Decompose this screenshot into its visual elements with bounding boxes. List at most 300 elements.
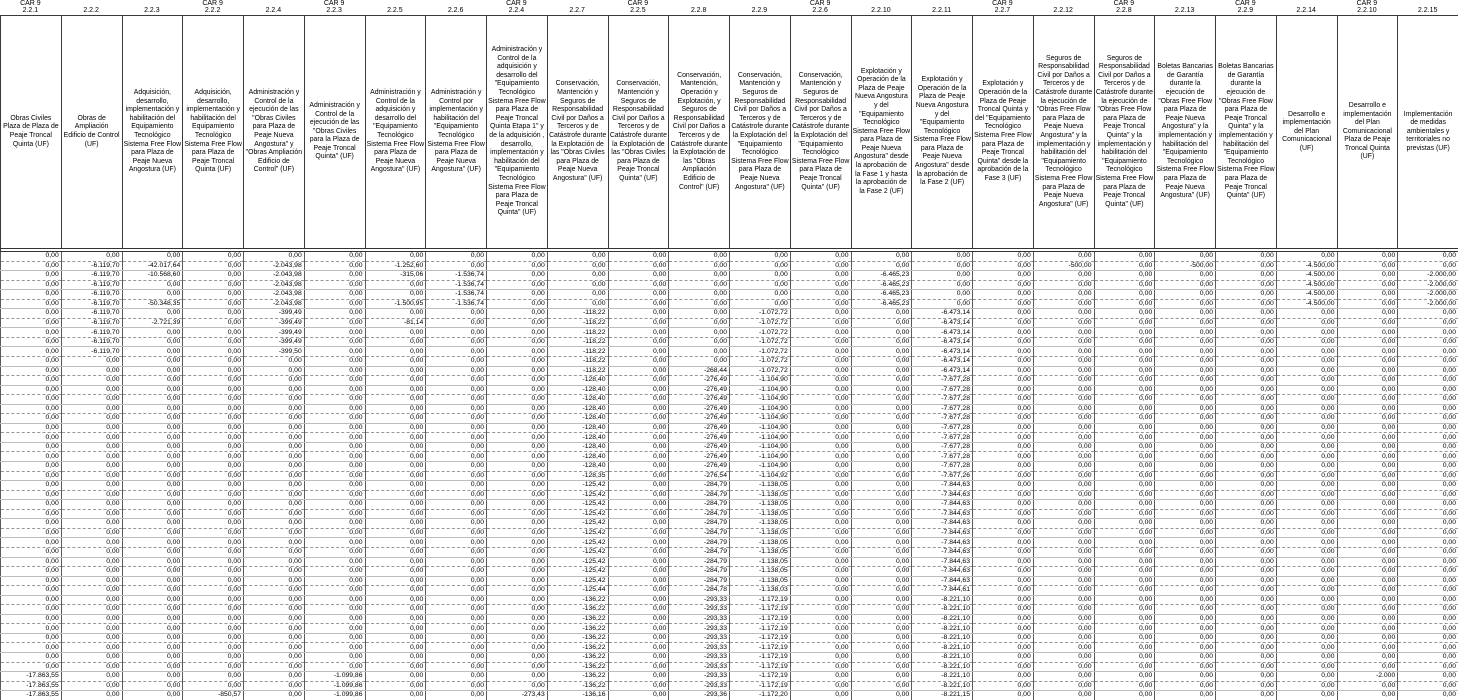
- cell[interactable]: -7.677,28: [912, 414, 973, 424]
- cell[interactable]: 0,00: [487, 290, 548, 300]
- cell[interactable]: 0,00: [730, 299, 791, 309]
- cell[interactable]: 0,00: [790, 624, 851, 634]
- cell[interactable]: 0,00: [426, 318, 487, 328]
- cell[interactable]: -8.221,10: [912, 624, 973, 634]
- cell[interactable]: 0,00: [1033, 586, 1094, 596]
- cell[interactable]: 0,00: [426, 567, 487, 577]
- cell[interactable]: 0,00: [487, 347, 548, 357]
- cell[interactable]: 0,00: [1, 404, 62, 414]
- cell[interactable]: 0,00: [1, 586, 62, 596]
- cell[interactable]: 0,00: [304, 652, 365, 662]
- cell[interactable]: 0,00: [304, 490, 365, 500]
- cell[interactable]: 0,00: [1033, 519, 1094, 529]
- cell[interactable]: 0,00: [1, 576, 62, 586]
- cell[interactable]: 0,00: [1155, 471, 1216, 481]
- cell[interactable]: 0,00: [608, 643, 669, 653]
- cell[interactable]: -136,22: [547, 595, 608, 605]
- cell[interactable]: 0,00: [61, 490, 122, 500]
- cell[interactable]: 0,00: [122, 481, 183, 491]
- cell[interactable]: 0,00: [304, 442, 365, 452]
- cell[interactable]: 0,00: [426, 404, 487, 414]
- cell[interactable]: 0,00: [61, 471, 122, 481]
- cell[interactable]: 0,00: [1094, 328, 1155, 338]
- cell[interactable]: 0,00: [790, 567, 851, 577]
- cell[interactable]: 0,00: [365, 586, 426, 596]
- cell[interactable]: 0,00: [1, 500, 62, 510]
- cell[interactable]: 0,00: [1337, 290, 1398, 300]
- cell[interactable]: 0,00: [608, 509, 669, 519]
- cell[interactable]: 0,00: [1033, 567, 1094, 577]
- cell[interactable]: 0,00: [487, 433, 548, 443]
- cell[interactable]: -8.221,10: [912, 595, 973, 605]
- cell[interactable]: 0,00: [183, 290, 244, 300]
- cell[interactable]: 0,00: [1094, 433, 1155, 443]
- cell[interactable]: 0,00: [426, 662, 487, 672]
- cell[interactable]: -118,22: [547, 347, 608, 357]
- cell[interactable]: -1.138,03: [730, 586, 791, 596]
- cell[interactable]: 0,00: [1, 547, 62, 557]
- cell[interactable]: 0,00: [61, 500, 122, 510]
- cell[interactable]: 0,00: [973, 366, 1034, 376]
- cell[interactable]: 0,00: [61, 643, 122, 653]
- cell[interactable]: 0,00: [608, 672, 669, 682]
- cell[interactable]: 0,00: [912, 280, 973, 290]
- cell[interactable]: 0,00: [790, 462, 851, 472]
- cell[interactable]: 0,00: [183, 557, 244, 567]
- cell[interactable]: 0,00: [608, 404, 669, 414]
- cell[interactable]: 0,00: [1033, 672, 1094, 682]
- cell[interactable]: 0,00: [1033, 414, 1094, 424]
- cell[interactable]: -8.221,15: [912, 691, 973, 700]
- cell[interactable]: 0,00: [487, 557, 548, 567]
- cell[interactable]: 0,00: [426, 395, 487, 405]
- cell[interactable]: 0,00: [608, 547, 669, 557]
- cell[interactable]: 0,00: [1398, 605, 1458, 615]
- cell[interactable]: 0,00: [608, 376, 669, 386]
- cell[interactable]: 0,00: [122, 624, 183, 634]
- cell[interactable]: 0,00: [183, 624, 244, 634]
- cell[interactable]: 0,00: [973, 318, 1034, 328]
- cell[interactable]: -276,49: [669, 385, 730, 395]
- cell[interactable]: 0,00: [1337, 567, 1398, 577]
- cell[interactable]: 0,00: [304, 357, 365, 367]
- cell[interactable]: 0,00: [851, 528, 912, 538]
- cell[interactable]: 0,00: [1276, 586, 1337, 596]
- cell[interactable]: 0,00: [365, 681, 426, 691]
- cell[interactable]: 0,00: [608, 500, 669, 510]
- cell[interactable]: -276,49: [669, 462, 730, 472]
- cell[interactable]: -399,49: [244, 318, 305, 328]
- cell[interactable]: 0,00: [183, 605, 244, 615]
- cell[interactable]: 0,00: [1276, 414, 1337, 424]
- cell[interactable]: 0,00: [1033, 442, 1094, 452]
- cell[interactable]: 0,00: [1276, 614, 1337, 624]
- column-code[interactable]: [182, 0, 243, 15]
- cell[interactable]: -81,14: [365, 318, 426, 328]
- cell[interactable]: 0,00: [1216, 490, 1277, 500]
- column-code[interactable]: [729, 0, 790, 15]
- cell[interactable]: -276,49: [669, 433, 730, 443]
- cell[interactable]: 0,00: [1276, 528, 1337, 538]
- cell[interactable]: 0,00: [1216, 423, 1277, 433]
- cell[interactable]: 0,00: [1337, 452, 1398, 462]
- cell[interactable]: 0,00: [1, 290, 62, 300]
- cell[interactable]: 0,00: [608, 652, 669, 662]
- cell[interactable]: 0,00: [244, 662, 305, 672]
- cell[interactable]: 0,00: [1398, 433, 1458, 443]
- cell[interactable]: -125,42: [547, 557, 608, 567]
- cell[interactable]: 0,00: [1094, 261, 1155, 271]
- cell[interactable]: -1.072,72: [730, 318, 791, 328]
- cell[interactable]: 0,00: [487, 681, 548, 691]
- cell[interactable]: 0,00: [122, 471, 183, 481]
- cell[interactable]: 0,00: [1033, 633, 1094, 643]
- cell[interactable]: -136,22: [547, 614, 608, 624]
- cell[interactable]: 0,00: [1337, 605, 1398, 615]
- cell[interactable]: 0,00: [851, 547, 912, 557]
- cell[interactable]: 0,00: [122, 500, 183, 510]
- cell[interactable]: 0,00: [1337, 633, 1398, 643]
- cell[interactable]: 0,00: [973, 538, 1034, 548]
- cell[interactable]: 0,00: [487, 481, 548, 491]
- cell[interactable]: 0,00: [426, 490, 487, 500]
- cell[interactable]: -1.172,19: [730, 605, 791, 615]
- cell[interactable]: 0,00: [1033, 299, 1094, 309]
- cell[interactable]: 0,00: [365, 414, 426, 424]
- cell[interactable]: 0,00: [365, 404, 426, 414]
- cell[interactable]: 0,00: [973, 595, 1034, 605]
- cell[interactable]: 0,00: [1155, 357, 1216, 367]
- cell[interactable]: -6.119,70: [61, 337, 122, 347]
- cell[interactable]: 0,00: [608, 605, 669, 615]
- cell[interactable]: 0,00: [1033, 280, 1094, 290]
- cell[interactable]: 0,00: [487, 633, 548, 643]
- cell[interactable]: 0,00: [304, 318, 365, 328]
- cell[interactable]: -1.099,86: [304, 681, 365, 691]
- cell[interactable]: 0,00: [1276, 557, 1337, 567]
- cell[interactable]: -128,40: [547, 423, 608, 433]
- cell[interactable]: 0,00: [304, 395, 365, 405]
- cell[interactable]: -6.473,14: [912, 318, 973, 328]
- cell[interactable]: 0,00: [1398, 414, 1458, 424]
- cell[interactable]: -1.536,74: [426, 280, 487, 290]
- cell[interactable]: 0,00: [1, 462, 62, 472]
- cell[interactable]: 0,00: [1094, 586, 1155, 596]
- cell[interactable]: 0,00: [1398, 528, 1458, 538]
- cell[interactable]: 0,00: [1276, 481, 1337, 491]
- cell[interactable]: 0,00: [1398, 481, 1458, 491]
- cell[interactable]: -7.677,28: [912, 385, 973, 395]
- cell[interactable]: 0,00: [1276, 652, 1337, 662]
- cell[interactable]: 0,00: [973, 328, 1034, 338]
- cell[interactable]: 0,00: [244, 376, 305, 386]
- cell[interactable]: 0,00: [973, 290, 1034, 300]
- cell[interactable]: 0,00: [304, 528, 365, 538]
- cell[interactable]: -2.000,00: [1398, 271, 1458, 281]
- cell[interactable]: 0,00: [61, 624, 122, 634]
- cell[interactable]: 0,00: [608, 557, 669, 567]
- cell[interactable]: 0,00: [122, 557, 183, 567]
- cell[interactable]: 0,00: [669, 318, 730, 328]
- column-header[interactable]: Explotación y Operación de la Plaza de Peaje Troncal Quinta y del "Equipamiento Tecnológico Sistema Free Flow para Plaza de Peaje Troncal Quinta" desde la aprobación de la Fase 3 (UF): [973, 16, 1034, 249]
- cell[interactable]: 0,00: [183, 423, 244, 433]
- column-code[interactable]: [0, 0, 61, 15]
- cell[interactable]: 0,00: [122, 385, 183, 395]
- cell[interactable]: -6.473,14: [912, 328, 973, 338]
- cell[interactable]: 0,00: [851, 500, 912, 510]
- cell[interactable]: -118,22: [547, 357, 608, 367]
- cell[interactable]: 0,00: [1216, 614, 1277, 624]
- cell[interactable]: 0,00: [1155, 395, 1216, 405]
- cell[interactable]: 0,00: [851, 385, 912, 395]
- cell[interactable]: 0,00: [1337, 538, 1398, 548]
- cell[interactable]: 0,00: [1337, 442, 1398, 452]
- cell[interactable]: 0,00: [1398, 452, 1458, 462]
- cell[interactable]: 0,00: [1398, 404, 1458, 414]
- column-header[interactable]: Boletas Bancarias de Garantía durante la ejecución de "Obras Free Flow para Plaza de Peaje Troncal Quinta" y la implementación y habilitación del "Equipamiento Tecnológico Sistema Free Flow para Plaza de Peaje Troncal Quinta" (UF): [1216, 16, 1277, 249]
- cell[interactable]: 0,00: [608, 299, 669, 309]
- cell[interactable]: 0,00: [426, 605, 487, 615]
- cell[interactable]: 0,00: [122, 452, 183, 462]
- cell[interactable]: 0,00: [304, 328, 365, 338]
- cell[interactable]: 0,00: [122, 605, 183, 615]
- cell[interactable]: -276,49: [669, 423, 730, 433]
- cell[interactable]: -1.104,90: [730, 462, 791, 472]
- cell[interactable]: 0,00: [183, 481, 244, 491]
- column-header[interactable]: Obras Civiles Plaza de Plaza de Peaje Troncal Quinta (UF): [1, 16, 62, 249]
- cell[interactable]: 0,00: [608, 452, 669, 462]
- cell[interactable]: 0,00: [183, 271, 244, 281]
- cell[interactable]: 0,00: [365, 605, 426, 615]
- cell[interactable]: 0,00: [244, 442, 305, 452]
- cell[interactable]: 0,00: [851, 538, 912, 548]
- cell[interactable]: 0,00: [1337, 337, 1398, 347]
- cell[interactable]: 0,00: [122, 652, 183, 662]
- cell[interactable]: 0,00: [1155, 567, 1216, 577]
- cell[interactable]: 0,00: [304, 595, 365, 605]
- cell[interactable]: -1.172,19: [730, 643, 791, 653]
- cell[interactable]: 0,00: [1, 299, 62, 309]
- cell[interactable]: -125,42: [547, 509, 608, 519]
- cell[interactable]: 0,00: [487, 414, 548, 424]
- cell[interactable]: -6.465,23: [851, 290, 912, 300]
- cell[interactable]: 0,00: [790, 433, 851, 443]
- cell[interactable]: 0,00: [426, 442, 487, 452]
- cell[interactable]: 0,00: [1155, 633, 1216, 643]
- cell[interactable]: 0,00: [1216, 290, 1277, 300]
- cell[interactable]: 0,00: [1155, 576, 1216, 586]
- cell[interactable]: 0,00: [304, 252, 365, 262]
- cell[interactable]: 0,00: [1094, 528, 1155, 538]
- cell[interactable]: 0,00: [122, 414, 183, 424]
- cell[interactable]: 0,00: [1337, 500, 1398, 510]
- cell[interactable]: 0,00: [365, 442, 426, 452]
- cell[interactable]: 0,00: [487, 519, 548, 529]
- cell[interactable]: 0,00: [851, 633, 912, 643]
- cell[interactable]: 0,00: [1033, 605, 1094, 615]
- cell[interactable]: -125,42: [547, 538, 608, 548]
- cell[interactable]: 0,00: [1337, 376, 1398, 386]
- cell[interactable]: 0,00: [1033, 691, 1094, 700]
- cell[interactable]: 0,00: [669, 347, 730, 357]
- cell[interactable]: 0,00: [183, 442, 244, 452]
- cell[interactable]: -6.473,14: [912, 347, 973, 357]
- cell[interactable]: 0,00: [1216, 261, 1277, 271]
- cell[interactable]: 0,00: [304, 337, 365, 347]
- cell[interactable]: 0,00: [304, 271, 365, 281]
- cell[interactable]: 0,00: [1337, 366, 1398, 376]
- cell[interactable]: 0,00: [669, 271, 730, 281]
- cell[interactable]: 0,00: [304, 614, 365, 624]
- cell[interactable]: 0,00: [183, 652, 244, 662]
- cell[interactable]: 0,00: [1033, 557, 1094, 567]
- cell[interactable]: 0,00: [1398, 500, 1458, 510]
- cell[interactable]: 0,00: [487, 328, 548, 338]
- cell[interactable]: -293,33: [669, 595, 730, 605]
- cell[interactable]: 0,00: [122, 643, 183, 653]
- cell[interactable]: 0,00: [244, 452, 305, 462]
- cell[interactable]: 0,00: [1033, 404, 1094, 414]
- cell[interactable]: 0,00: [1, 414, 62, 424]
- cell[interactable]: 0,00: [183, 280, 244, 290]
- cell[interactable]: 0,00: [1033, 652, 1094, 662]
- cell[interactable]: 0,00: [365, 576, 426, 586]
- cell[interactable]: 0,00: [426, 385, 487, 395]
- cell[interactable]: -128,40: [547, 452, 608, 462]
- cell[interactable]: 0,00: [1033, 490, 1094, 500]
- cell[interactable]: -284,78: [669, 586, 730, 596]
- cell[interactable]: 0,00: [365, 385, 426, 395]
- cell[interactable]: 0,00: [244, 672, 305, 682]
- cell[interactable]: 0,00: [1216, 595, 1277, 605]
- cell[interactable]: 0,00: [973, 404, 1034, 414]
- cell[interactable]: 0,00: [1155, 376, 1216, 386]
- cell[interactable]: 0,00: [1155, 366, 1216, 376]
- cell[interactable]: -293,33: [669, 624, 730, 634]
- cell[interactable]: 0,00: [1276, 691, 1337, 700]
- cell[interactable]: 0,00: [1033, 509, 1094, 519]
- cell[interactable]: 0,00: [730, 290, 791, 300]
- cell[interactable]: -17.863,55: [1, 691, 62, 700]
- cell[interactable]: 0,00: [1033, 337, 1094, 347]
- cell[interactable]: 0,00: [426, 643, 487, 653]
- column-code[interactable]: [851, 0, 912, 15]
- cell[interactable]: 0,00: [487, 452, 548, 462]
- cell[interactable]: 0,00: [183, 337, 244, 347]
- cell[interactable]: 0,00: [1216, 643, 1277, 653]
- cell[interactable]: 0,00: [1398, 519, 1458, 529]
- cell[interactable]: 0,00: [365, 357, 426, 367]
- cell[interactable]: 0,00: [851, 471, 912, 481]
- cell[interactable]: -6.473,14: [912, 337, 973, 347]
- cell[interactable]: 0,00: [1398, 624, 1458, 634]
- cell[interactable]: 0,00: [304, 557, 365, 567]
- cell[interactable]: 0,00: [1155, 652, 1216, 662]
- cell[interactable]: -7.677,28: [912, 433, 973, 443]
- cell[interactable]: 0,00: [426, 452, 487, 462]
- cell[interactable]: 0,00: [973, 261, 1034, 271]
- cell[interactable]: 0,00: [1337, 652, 1398, 662]
- cell[interactable]: 0,00: [1216, 280, 1277, 290]
- cell[interactable]: 0,00: [1, 471, 62, 481]
- cell[interactable]: 0,00: [183, 357, 244, 367]
- cell[interactable]: 0,00: [1, 519, 62, 529]
- cell[interactable]: 0,00: [1337, 328, 1398, 338]
- cell[interactable]: 0,00: [122, 347, 183, 357]
- cell[interactable]: 0,00: [973, 252, 1034, 262]
- cell[interactable]: 0,00: [1155, 299, 1216, 309]
- cell[interactable]: 0,00: [122, 357, 183, 367]
- cell[interactable]: 0,00: [1155, 252, 1216, 262]
- cell[interactable]: 0,00: [1337, 557, 1398, 567]
- cell[interactable]: 0,00: [487, 280, 548, 290]
- cell[interactable]: -276,49: [669, 395, 730, 405]
- cell[interactable]: 0,00: [1, 442, 62, 452]
- cell[interactable]: 0,00: [183, 500, 244, 510]
- cell[interactable]: 0,00: [973, 462, 1034, 472]
- cell[interactable]: 0,00: [122, 691, 183, 700]
- cell[interactable]: -136,22: [547, 652, 608, 662]
- cell[interactable]: 0,00: [304, 538, 365, 548]
- cell[interactable]: 0,00: [122, 442, 183, 452]
- cell[interactable]: -136,22: [547, 681, 608, 691]
- cell[interactable]: 0,00: [304, 462, 365, 472]
- cell[interactable]: 0,00: [1398, 547, 1458, 557]
- cell[interactable]: 0,00: [487, 595, 548, 605]
- cell[interactable]: -6.473,14: [912, 366, 973, 376]
- cell[interactable]: 0,00: [912, 299, 973, 309]
- cell[interactable]: 0,00: [790, 576, 851, 586]
- cell[interactable]: -1.104,90: [730, 423, 791, 433]
- cell[interactable]: 0,00: [851, 433, 912, 443]
- cell[interactable]: -7.677,28: [912, 376, 973, 386]
- cell[interactable]: 0,00: [1094, 423, 1155, 433]
- cell[interactable]: 0,00: [183, 433, 244, 443]
- cell[interactable]: 0,00: [973, 547, 1034, 557]
- cell[interactable]: 0,00: [608, 271, 669, 281]
- cell[interactable]: 0,00: [1398, 252, 1458, 262]
- column-header[interactable]: Seguros de Responsabilidad Civil por Daños a Terceros y de Catástrofe durante la ejecución de "Obras Free Flow para Plaza de Peaje Nueva Angostura" y la implementación y habilitación del "Equipamiento Tecnológico Sistema Free Flow para Plaza de Peaje Nueva Angostura" (UF): [1033, 16, 1094, 249]
- cell[interactable]: 0,00: [1337, 624, 1398, 634]
- cell[interactable]: 0,00: [1033, 328, 1094, 338]
- cell[interactable]: 0,00: [608, 252, 669, 262]
- cell[interactable]: 0,00: [1398, 357, 1458, 367]
- cell[interactable]: 0,00: [1216, 414, 1277, 424]
- cell[interactable]: 0,00: [1155, 643, 1216, 653]
- cell[interactable]: 0,00: [669, 290, 730, 300]
- cell[interactable]: 0,00: [851, 452, 912, 462]
- cell[interactable]: 0,00: [608, 385, 669, 395]
- cell[interactable]: 0,00: [426, 423, 487, 433]
- cell[interactable]: 0,00: [426, 471, 487, 481]
- cell[interactable]: -7.677,28: [912, 404, 973, 414]
- cell[interactable]: 0,00: [365, 624, 426, 634]
- cell[interactable]: 0,00: [244, 471, 305, 481]
- cell[interactable]: 0,00: [608, 423, 669, 433]
- cell[interactable]: -7.844,63: [912, 538, 973, 548]
- cell[interactable]: -1.104,90: [730, 442, 791, 452]
- cell[interactable]: 0,00: [61, 605, 122, 615]
- cell[interactable]: 0,00: [244, 595, 305, 605]
- cell[interactable]: 0,00: [61, 681, 122, 691]
- cell[interactable]: -128,40: [547, 376, 608, 386]
- cell[interactable]: 0,00: [487, 652, 548, 662]
- cell[interactable]: 0,00: [1155, 318, 1216, 328]
- cell[interactable]: 0,00: [1033, 614, 1094, 624]
- cell[interactable]: 0,00: [1, 643, 62, 653]
- cell[interactable]: 0,00: [122, 366, 183, 376]
- cell[interactable]: 0,00: [1155, 509, 1216, 519]
